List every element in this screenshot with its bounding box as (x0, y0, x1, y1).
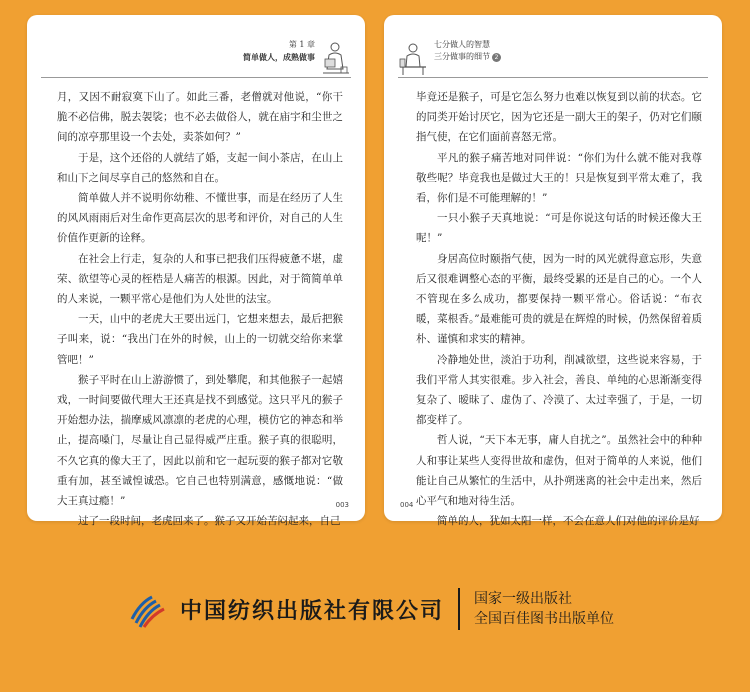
right-page-header (398, 39, 501, 77)
paragraph: 过了一段时间，老虎回来了。猴子又开始苦闷起来，自己 (78, 515, 341, 528)
page-number: 003 (335, 501, 349, 509)
publisher-banner (130, 588, 614, 630)
textile-wave-logo-icon (130, 589, 170, 629)
publisher-name: 中国纺织出版社有限公司 (180, 597, 445, 624)
paragraph: 在社会上行走，复杂的人和事已把我们压得疲惫不堪，虚荣、欲望等心灵的桎梏是人痛苦的根源。因此，对于简简单单的人来说，一颗平常心是他们为人处世的法宝。 (57, 252, 343, 306)
chapter-number: 第 1 章 (288, 40, 315, 49)
book-title: 七分做人的智慧 (434, 40, 490, 49)
paragraph: 一天，山中的老虎大王要出远门，它想来想去，最后把猴子叫来，说：“我出门在外的时候，山上的一切就交给你来掌管吧！” (57, 313, 343, 366)
right-body-text (416, 87, 702, 531)
paragraph: 猴子平时在山上游游惯了，到处攀爬，和其他猴子一起嬉戏，一时间要做代理大王还真是找不到感觉。这只平凡的猴子开始想办法，揣摩威风凛凛的老虎的心理，模仿它的神态和举止，提高嗓门，尽量让自己显得威严庄重。猴子真的很聪明，不久它真的像大王了，因此以前和它一起玩耍的猴子都对它敬重有加，甚至诚惶诚恐。它自己也特别满意，感慨地说：“做大王真过瘾！” (57, 373, 343, 508)
header-rule (398, 77, 708, 78)
paragraph: 冷静地处世，淡泊于功利，削减欲望，这些说来容易，于我们平常人其实很难。步入社会，善良、单纯的心思渐渐变得复杂了、暧昧了、虚伪了、冷漠了、太过幸强了，于是，一切都变样了。 (416, 353, 702, 427)
publisher-tag-rank: 国家一级出版社 (474, 591, 573, 607)
chapter-title: 简单做人，成熟做事 (243, 52, 315, 62)
paragraph: 简单的人，犹如太阳一样，不会在意人们对他的评价是好 (437, 515, 700, 528)
left-body-text (57, 87, 343, 531)
left-page-header (243, 39, 351, 77)
reader-figure-icon (321, 39, 351, 77)
paragraph: 哲人说，“天下本无事，庸人自扰之”。虽然社会中的种种人和事让某些人变得世故和虚伪，但对于简单的人来说，他们能让自己从繁忙的生活中，从扑朔迷离的社会中走出来，然后心平气和地对待生活。 (416, 434, 702, 508)
header-rule (41, 77, 351, 78)
publisher-tag-award: 全国百佳图书出版单位 (474, 611, 615, 627)
left-page (27, 15, 365, 528)
page-number: 004 (400, 501, 414, 509)
publisher-tags (474, 589, 614, 629)
paragraph: 平凡的猴子痛苦地对同伴说：“你们为什么就不能对我尊敬些呢？毕竟我也是做过大王的！只是恢复到平常太难了，我看，你们是不可能理解的！” (416, 151, 702, 205)
right-page (384, 15, 722, 528)
desk-figure-icon (398, 39, 428, 77)
paragraph: 毕竟还是猴子，可是它怎么努力也难以恢复到以前的状态。它的同类开始讨厌它，因为它还是一副大王的架子，仍对它们颐指气使，在它们面前喜怒无常。 (416, 91, 702, 144)
paragraph: 月，又因不耐寂寞下山了。如此三番，老僧就对他说，“你干脆不必信佛，脱去袈裟；也不必去做俗人，就在庙宇和尘世之间的凉亭那里设一个去处，卖茶如何？” (57, 91, 343, 144)
book-subtitle: 三分做事的细节 2 (434, 51, 501, 63)
paragraph: 于是，这个还俗的人就结了婚，支起一间小茶店，在山上和山下之间尽享自己的悠然和自在。 (57, 151, 343, 184)
paragraph: 身居高位时颐指气使，因为一时的风光就得意忘形，失意后又很难调整心态的平衡，最终受累的还是自己的心。一个人不管现在多么成功，都要保持一颗平常心。俗话说：“布衣暖，菜根香。”最难能可贵的就是在辉煌的时候，仍然保留着质朴、谨慎和求实的精神。 (416, 252, 702, 346)
paragraph: 一只小猴子天真地说：“可是你说这句话的时候还像大王呢！” (416, 212, 702, 245)
publisher-divider (458, 588, 460, 630)
chapter-badge: 2 (492, 53, 501, 62)
paragraph: 简单做人并不说明你幼稚、不懂世事，而是在经历了人生的风风雨雨后对生命作更高层次的思考和评价，对自己的人生价值作更新的诠释。 (57, 192, 343, 245)
